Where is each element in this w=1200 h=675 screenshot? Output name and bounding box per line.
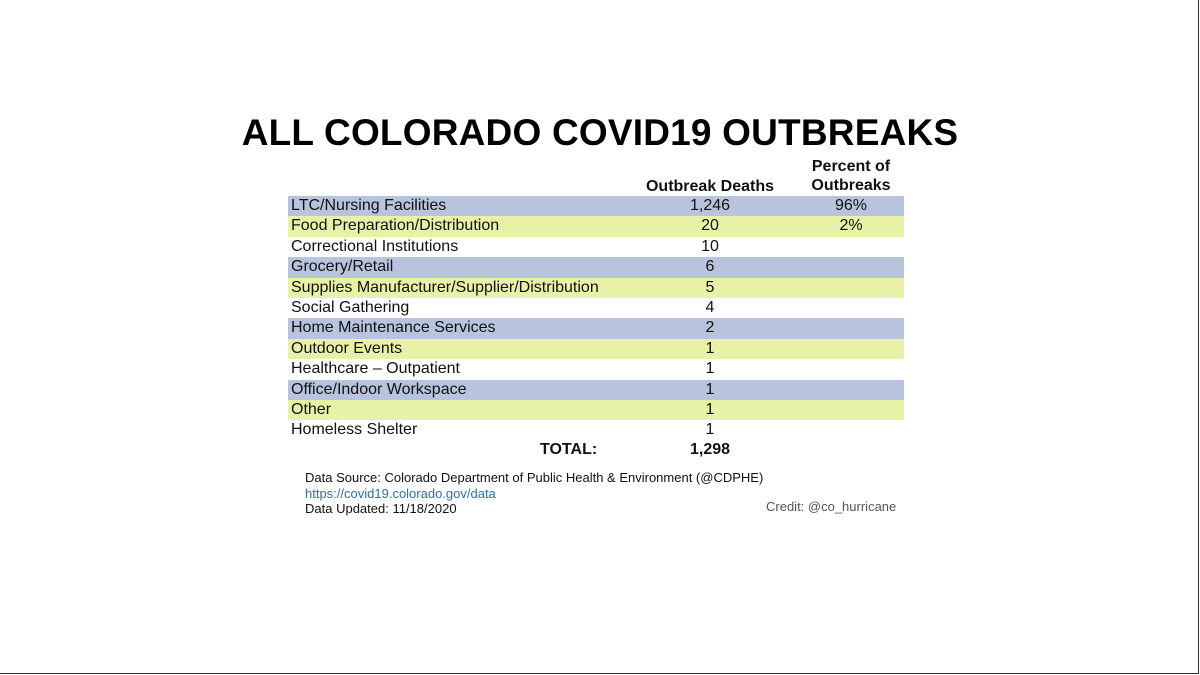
table-row xyxy=(288,400,904,420)
row-percent: 2% xyxy=(839,217,863,235)
row-deaths: 1,246 xyxy=(689,197,731,214)
row-deaths: 1 xyxy=(705,360,715,378)
row-deaths: 20 xyxy=(701,217,719,235)
table-row xyxy=(288,318,904,338)
row-category: Homeless Shelter xyxy=(291,421,418,439)
outbreak-table xyxy=(288,196,904,441)
table-row xyxy=(288,237,904,257)
row-deaths: 6 xyxy=(705,258,715,276)
row-deaths: 1 xyxy=(705,339,715,357)
data-updated-text: Data Updated: 11/18/2020 xyxy=(305,501,457,516)
table-row xyxy=(288,359,904,379)
row-category: Outdoor Events xyxy=(291,339,403,357)
row-category: Correctional Institutions xyxy=(291,237,459,255)
row-deaths: 10 xyxy=(701,237,719,255)
table-row xyxy=(288,339,904,359)
table-row xyxy=(288,216,904,236)
table-row xyxy=(288,278,904,298)
column-header-percent-line2: Outbreaks xyxy=(811,177,891,194)
table-row xyxy=(288,380,904,400)
row-category: LTC/Nursing Facilities xyxy=(291,197,447,214)
data-source-text: Data Source: Colorado Department of Public Health & Environment (@CDPHE) xyxy=(305,470,764,485)
row-deaths: 1 xyxy=(705,380,715,398)
row-category: Other xyxy=(291,400,332,418)
total-value: 1,298 xyxy=(689,441,731,458)
column-header-percent-line1: Percent of xyxy=(811,158,891,175)
row-category: Social Gathering xyxy=(291,298,410,316)
row-category: Supplies Manufacturer/Supplier/Distribution xyxy=(291,278,599,296)
total-label: TOTAL: xyxy=(540,441,598,458)
row-category: Grocery/Retail xyxy=(291,258,394,276)
table-row xyxy=(288,298,904,318)
column-header-deaths: Outbreak Deaths xyxy=(645,178,775,195)
row-category: Food Preparation/Distribution xyxy=(291,217,500,235)
column-header-percent xyxy=(800,157,902,195)
row-deaths: 1 xyxy=(705,421,715,439)
row-deaths: 2 xyxy=(705,319,715,337)
row-category: Home Maintenance Services xyxy=(291,319,496,337)
row-deaths: 5 xyxy=(705,278,715,296)
row-percent: 96% xyxy=(834,197,868,214)
table-row xyxy=(288,420,904,440)
row-category: Healthcare – Outpatient xyxy=(291,360,460,378)
data-source-link[interactable]: https://covid19.colorado.gov/data xyxy=(305,486,496,501)
row-deaths: 1 xyxy=(705,400,715,418)
table-row xyxy=(288,257,904,277)
credit-text: Credit: @co_hurricane xyxy=(766,499,897,514)
row-category: Office/Indoor Workspace xyxy=(291,380,467,398)
row-deaths: 4 xyxy=(705,298,715,316)
page-title: ALL COLORADO COVID19 OUTBREAKS xyxy=(241,112,959,153)
table-row xyxy=(288,196,904,216)
